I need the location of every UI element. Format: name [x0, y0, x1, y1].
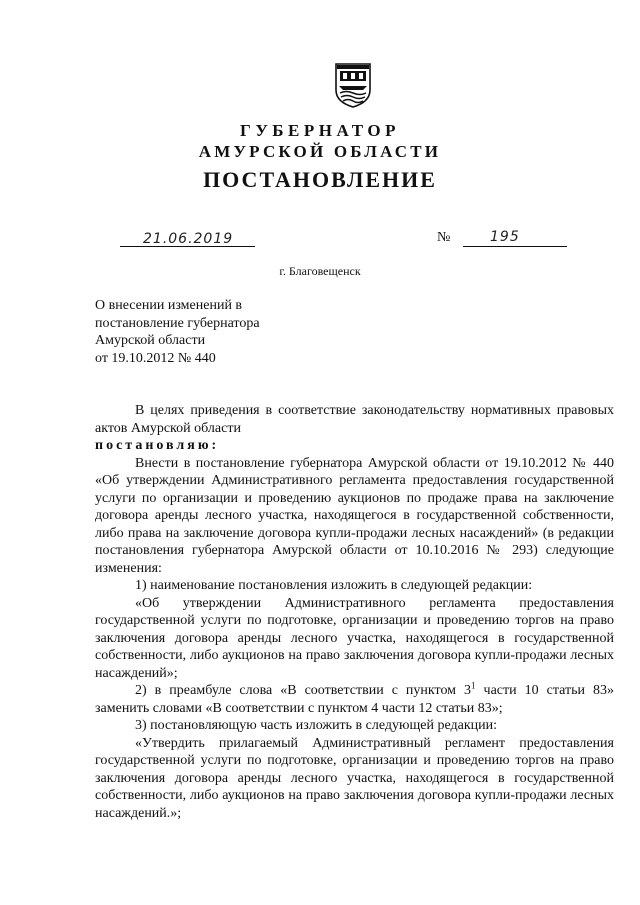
issuer-title: ГУБЕРНАТОР [240, 121, 400, 140]
document-type: ПОСТАНОВЛЕНИЕ [203, 167, 437, 192]
item-1-text: «Об утверждении Административного регламента предоставления государственной услуги по подготовке, организации и проведению торгов на право заключения договора аренды лесного участка, находящегося в государственной собственности, либо аукционов на право заключения договора купли-продажи лесных насаждений»; [95, 595, 614, 681]
item-2-superscript: 1 [471, 680, 476, 691]
item-2-part-a: 2) в преамбуле слова «В соответствии с пунктом 3 [135, 683, 472, 698]
document-date: 21.06.2019 [143, 231, 234, 247]
preamble-paragraph: В целях приведения в соответствие законодательству нормативных правовых актов Амурской области [95, 403, 614, 436]
item-2-paragraph [95, 682, 614, 717]
document-body [95, 402, 614, 822]
subject-line: Амурской области [95, 333, 206, 348]
item-3-intro: 3) постановляющую часть изложить в следующей редакции: [135, 718, 498, 733]
number-label: № [437, 230, 451, 245]
item-1-intro: 1) наименование постановления изложить в следующей редакции: [135, 578, 533, 593]
city-name: г. Благовещенск [279, 264, 361, 278]
coat-of-arms-icon [333, 60, 373, 108]
decree-word: постановляю: [95, 438, 220, 453]
main-paragraph: Внести в постановление губернатора Амурской области от 19.10.2012 № 440 «Об утверждении Административного регламента предоставления государственной услуги по организации и проведению аукционов по продаже права на заключение договора аренды лесного участка, находящегося в государственной собственности, либо права на заключение договора купли-продажи лесных насаждений» (в редакции постановления губернатора Амурской области от 10.10.2016 № 293) следующие изменения: [95, 455, 614, 576]
subject-line: от 19.10.2012 № 440 [95, 350, 216, 366]
subject-line: постановление губернатора [95, 315, 260, 331]
item-2-part-b: части 10 статьи 83» заменить словами «В соответствии с пунктом 4 части 12 статьи 83»; [95, 683, 614, 716]
subject-line: О внесении изменений в [95, 298, 243, 313]
document-subject [95, 297, 355, 367]
document-number: 195 [490, 229, 520, 245]
issuer-region: АМУРСКОЙ ОБЛАСТИ [198, 142, 442, 161]
item-3-text: «Утвердить прилагаемый Административный регламент предоставления государственной услуги по подготовке, организации и проведению торгов на право заключения договора аренды лесного участка, находящегося в государственной собственности, либо аукционов на право заключения договора купли-продажи лесных насаждений.»; [95, 735, 614, 821]
